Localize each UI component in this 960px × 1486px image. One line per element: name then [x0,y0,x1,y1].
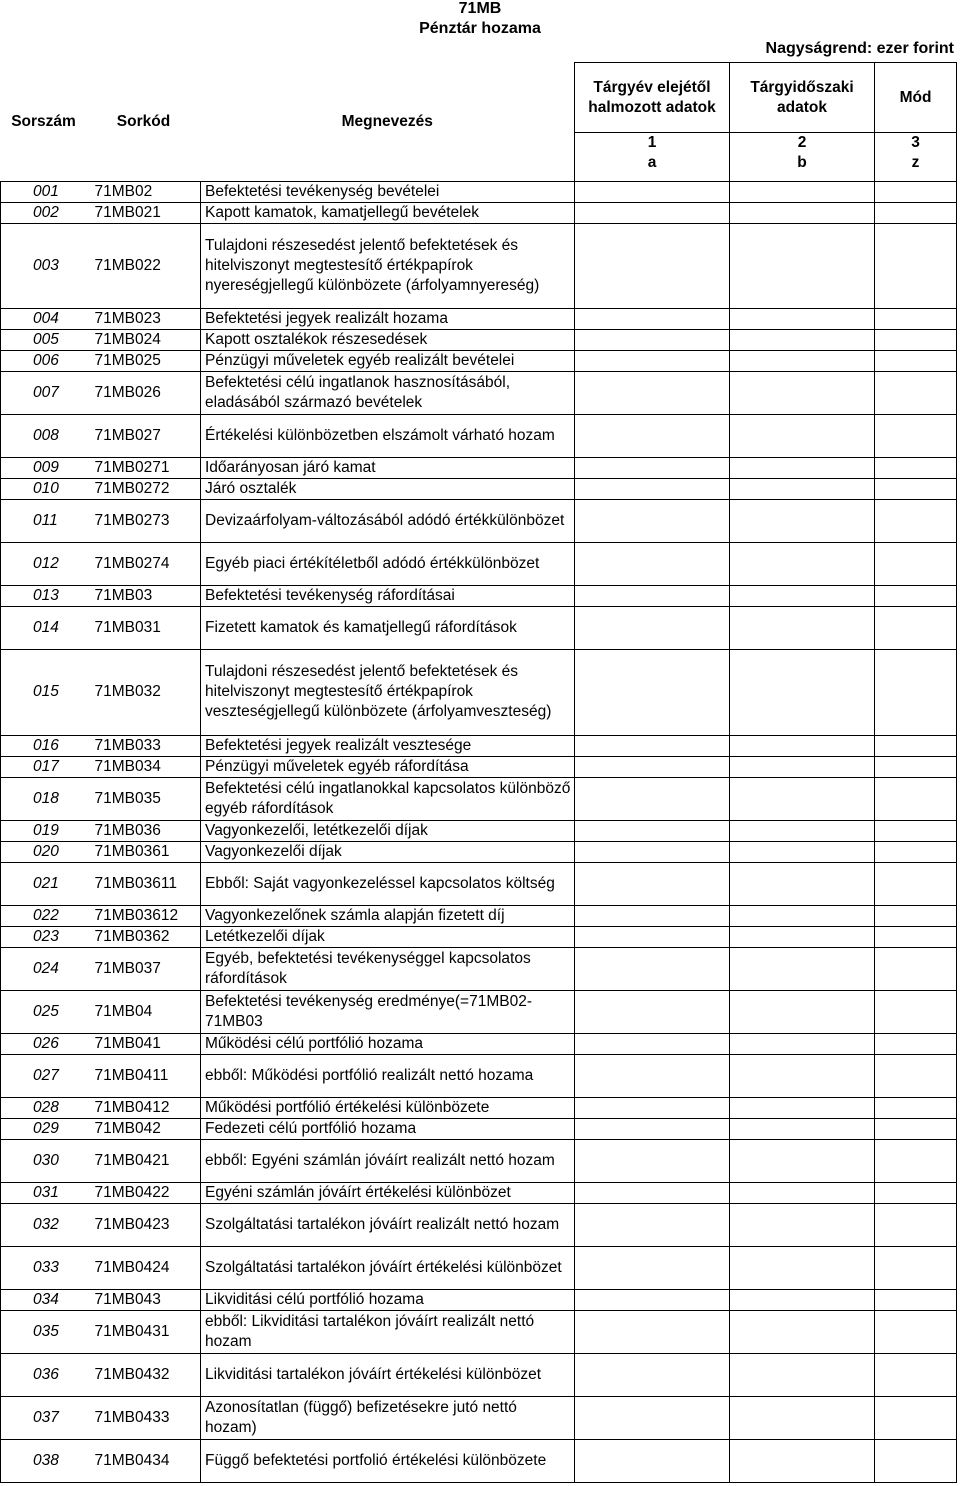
row-number: 007 [1,371,87,414]
period-value-cell[interactable] [730,1203,875,1246]
cumulative-value-cell[interactable] [575,1353,730,1396]
period-value-cell[interactable] [730,1353,875,1396]
row-code: 71MB0434 [87,1439,201,1482]
table-row [1,841,957,862]
table-row [1,1246,957,1289]
row-name: Függő befektetési portfolió értékelési különbözete [201,1439,575,1482]
cumulative-value-cell[interactable] [575,990,730,1033]
row-number: 023 [1,926,87,947]
period-value-cell[interactable] [730,606,875,649]
mode-cell[interactable] [875,1118,957,1139]
mode-cell[interactable] [875,1246,957,1289]
col-number-2: 2 [730,133,875,154]
period-value-cell[interactable] [730,990,875,1033]
row-code: 71MB0362 [87,926,201,947]
table-row [1,905,957,926]
row-code: 71MB0424 [87,1246,201,1289]
period-value-cell[interactable] [730,820,875,841]
table-row [1,1396,957,1439]
cumulative-value-cell[interactable] [575,223,730,308]
period-value-cell[interactable] [730,350,875,371]
row-code: 71MB027 [87,414,201,457]
cumulative-value-cell[interactable] [575,777,730,820]
mode-cell[interactable] [875,606,957,649]
table-row [1,1203,957,1246]
period-value-cell[interactable] [730,499,875,542]
row-number: 028 [1,1097,87,1118]
row-code: 71MB041 [87,1033,201,1054]
cumulative-value-cell[interactable] [575,862,730,905]
mode-cell[interactable] [875,1396,957,1439]
cumulative-value-cell[interactable] [575,202,730,223]
col-header-no: Sorszám [11,112,76,130]
col-header-mode: Mód [875,63,957,133]
cumulative-value-cell[interactable] [575,1396,730,1439]
row-number: 032 [1,1203,87,1246]
table-row [1,1439,957,1482]
table-row [1,478,957,499]
cumulative-value-cell[interactable] [575,308,730,329]
row-number: 038 [1,1439,87,1482]
table-row [1,223,957,308]
cumulative-value-cell[interactable] [575,181,730,202]
cumulative-value-cell[interactable] [575,926,730,947]
table-row [1,181,957,202]
cumulative-value-cell[interactable] [575,371,730,414]
row-name: Befektetési célú ingatlanok hasznosításából, eladásából származó bevételek [201,371,575,414]
row-number: 005 [1,329,87,350]
table-row [1,350,957,371]
row-code: 71MB021 [87,202,201,223]
table-row [1,585,957,606]
mode-cell[interactable] [875,1289,957,1310]
col-letter-b: b [730,153,875,181]
table-row [1,1097,957,1118]
row-name: ebből: Működési portfólió realizált nettó hozama [201,1054,575,1097]
row-number: 035 [1,1310,87,1353]
cumulative-value-cell[interactable] [575,1139,730,1182]
mode-cell[interactable] [875,350,957,371]
row-name: Időarányosan járó kamat [201,457,575,478]
table-row [1,990,957,1033]
mode-cell[interactable] [875,308,957,329]
row-name: Egyéni számlán jóváírt értékelési különbözet [201,1182,575,1203]
row-name: Tulajdoni részesedést jelentő befektetések és hitelviszonyt megtestesítő értékpapírok veszteségjellegű különbözete (árfolyamveszteség) [201,649,575,735]
row-code: 71MB026 [87,371,201,414]
row-name: Befektetési jegyek realizált hozama [201,308,575,329]
row-code: 71MB0422 [87,1182,201,1203]
mode-cell[interactable] [875,181,957,202]
row-number: 001 [1,181,87,202]
table-row [1,542,957,585]
period-value-cell[interactable] [730,1097,875,1118]
cumulative-value-cell[interactable] [575,478,730,499]
cumulative-value-cell[interactable] [575,649,730,735]
row-name: Kapott kamatok, kamatjellegű bevételek [201,202,575,223]
row-name: Likviditási célú portfólió hozama [201,1289,575,1310]
row-number: 009 [1,457,87,478]
mode-cell[interactable] [875,1203,957,1246]
mode-cell[interactable] [875,1054,957,1097]
row-code: 71MB023 [87,308,201,329]
period-value-cell[interactable] [730,414,875,457]
row-code: 71MB0423 [87,1203,201,1246]
table-row [1,947,957,990]
row-code: 71MB025 [87,350,201,371]
row-name: Befektetési célú ingatlanokkal kapcsolatos különböző egyéb ráfordítások [201,777,575,820]
unit-note: Nagyságrend: ezer forint [765,40,954,57]
period-value-cell[interactable] [730,1182,875,1203]
row-code: 71MB0431 [87,1310,201,1353]
row-name: Vagyonkezelőnek számla alapján fizetett díj [201,905,575,926]
row-name: Befektetési tevékenység bevételei [201,181,575,202]
table-row [1,1033,957,1054]
mode-cell[interactable] [875,414,957,457]
mode-cell[interactable] [875,499,957,542]
row-code: 71MB0274 [87,542,201,585]
table-row [1,735,957,756]
row-code: 71MB0361 [87,841,201,862]
row-code: 71MB0411 [87,1054,201,1097]
cumulative-value-cell[interactable] [575,329,730,350]
period-value-cell[interactable] [730,1310,875,1353]
row-name: Befektetési tevékenység ráfordításai [201,585,575,606]
table-row [1,756,957,777]
row-name: Fedezeti célú portfólió hozama [201,1118,575,1139]
period-value-cell[interactable] [730,841,875,862]
row-number: 029 [1,1118,87,1139]
row-number: 030 [1,1139,87,1182]
table-row [1,1353,957,1396]
row-number: 034 [1,1289,87,1310]
mode-cell[interactable] [875,202,957,223]
row-code: 71MB033 [87,735,201,756]
cumulative-value-cell[interactable] [575,1289,730,1310]
col-number-3: 3 [875,133,957,154]
report-title: Pénztár hozama [419,20,541,37]
row-number: 020 [1,841,87,862]
table-row [1,1054,957,1097]
row-code: 71MB031 [87,606,201,649]
table-row [1,308,957,329]
row-code: 71MB03 [87,585,201,606]
row-code: 71MB032 [87,649,201,735]
table-row [1,1118,957,1139]
cumulative-value-cell[interactable] [575,1203,730,1246]
table-row [1,862,957,905]
row-name: Befektetési tevékenység eredménye(=71MB02-71MB03 [201,990,575,1033]
cumulative-value-cell[interactable] [575,947,730,990]
mode-cell[interactable] [875,820,957,841]
mode-cell[interactable] [875,862,957,905]
row-name: Likviditási tartalékon jóváírt értékelési különbözet [201,1353,575,1396]
cumulative-value-cell[interactable] [575,350,730,371]
cumulative-value-cell[interactable] [575,756,730,777]
row-name: Tulajdoni részesedést jelentő befektetések és hitelviszonyt megtestesítő értékpapírok nyereségjellegű különbözete (árfolyamnyereség) [201,223,575,308]
row-number: 014 [1,606,87,649]
row-number: 025 [1,990,87,1033]
row-code: 71MB042 [87,1118,201,1139]
table-row [1,457,957,478]
row-name: Befektetési jegyek realizált vesztesége [201,735,575,756]
row-name: ebből: Likviditási tartalékon jóváírt realizált nettó hozam [201,1310,575,1353]
row-number: 006 [1,350,87,371]
table-row [1,202,957,223]
period-value-cell[interactable] [730,585,875,606]
cumulative-value-cell[interactable] [575,1439,730,1482]
row-number: 010 [1,478,87,499]
row-number: 037 [1,1396,87,1439]
table-row [1,329,957,350]
row-name: Egyéb, befektetési tevékenységgel kapcsolatos ráfordítások [201,947,575,990]
row-number: 017 [1,756,87,777]
row-code: 71MB036 [87,820,201,841]
row-number: 003 [1,223,87,308]
row-number: 036 [1,1353,87,1396]
col-header-period: Tárgyidőszaki adatok [730,63,875,133]
cumulative-value-cell[interactable] [575,1182,730,1203]
period-value-cell[interactable] [730,457,875,478]
period-value-cell[interactable] [730,1439,875,1482]
row-name: Értékelési különbözetben elszámolt várható hozam [201,414,575,457]
mode-cell[interactable] [875,223,957,308]
row-code: 71MB03612 [87,905,201,926]
period-value-cell[interactable] [730,1246,875,1289]
mode-cell[interactable] [875,777,957,820]
mode-cell[interactable] [875,649,957,735]
report-table [0,62,957,1483]
mode-cell[interactable] [875,1439,957,1482]
period-value-cell[interactable] [730,1139,875,1182]
table-row [1,777,957,820]
mode-cell[interactable] [875,457,957,478]
cumulative-value-cell[interactable] [575,820,730,841]
row-number: 033 [1,1246,87,1289]
period-value-cell[interactable] [730,202,875,223]
row-code: 71MB02 [87,181,201,202]
period-value-cell[interactable] [730,756,875,777]
table-row [1,820,957,841]
row-code: 71MB034 [87,756,201,777]
row-name: ebből: Egyéni számlán jóváírt realizált nettó hozam [201,1139,575,1182]
mode-cell[interactable] [875,585,957,606]
period-value-cell[interactable] [730,777,875,820]
row-code: 71MB04 [87,990,201,1033]
row-code: 71MB0432 [87,1353,201,1396]
period-value-cell[interactable] [730,308,875,329]
row-number: 011 [1,499,87,542]
row-name: Vagyonkezelői díjak [201,841,575,862]
row-name: Letétkezelői díjak [201,926,575,947]
table-row [1,606,957,649]
mode-cell[interactable] [875,542,957,585]
mode-cell[interactable] [875,478,957,499]
cumulative-value-cell[interactable] [575,414,730,457]
mode-cell[interactable] [875,1353,957,1396]
col-header-name: Megnevezés [341,112,433,130]
mode-cell[interactable] [875,1097,957,1118]
period-value-cell[interactable] [730,1033,875,1054]
cumulative-value-cell[interactable] [575,457,730,478]
row-code: 71MB0272 [87,478,201,499]
period-value-cell[interactable] [730,905,875,926]
table-row [1,414,957,457]
col-header-cumulative: Tárgyév elejétől halmozott adatok [575,63,730,133]
row-number: 002 [1,202,87,223]
row-number: 021 [1,862,87,905]
cumulative-value-cell[interactable] [575,585,730,606]
period-value-cell[interactable] [730,926,875,947]
period-value-cell[interactable] [730,371,875,414]
row-code: 71MB0271 [87,457,201,478]
row-number: 012 [1,542,87,585]
table-row [1,371,957,414]
mode-cell[interactable] [875,841,957,862]
period-value-cell[interactable] [730,947,875,990]
cumulative-value-cell[interactable] [575,905,730,926]
row-number: 027 [1,1054,87,1097]
table-row [1,1182,957,1203]
row-name: Pénzügyi műveletek egyéb realizált bevételei [201,350,575,371]
mode-cell[interactable] [875,329,957,350]
mode-cell[interactable] [875,1139,957,1182]
table-row [1,499,957,542]
table-row [1,649,957,735]
period-value-cell[interactable] [730,649,875,735]
mode-cell[interactable] [875,756,957,777]
mode-cell[interactable] [875,990,957,1033]
row-name: Járó osztalék [201,478,575,499]
period-value-cell[interactable] [730,862,875,905]
cumulative-value-cell[interactable] [575,1118,730,1139]
row-number: 008 [1,414,87,457]
row-number: 018 [1,777,87,820]
period-value-cell[interactable] [730,181,875,202]
row-number: 013 [1,585,87,606]
table-row [1,1289,957,1310]
row-code: 71MB037 [87,947,201,990]
row-number: 015 [1,649,87,735]
row-code: 71MB022 [87,223,201,308]
row-code: 71MB03611 [87,862,201,905]
period-value-cell[interactable] [730,1289,875,1310]
row-code: 71MB0421 [87,1139,201,1182]
period-value-cell[interactable] [730,542,875,585]
row-code: 71MB043 [87,1289,201,1310]
col-letter-a: a [575,153,730,181]
mode-cell[interactable] [875,735,957,756]
table-row [1,926,957,947]
row-name: Működési célú portfólió hozama [201,1033,575,1054]
row-name: Ebből: Saját vagyonkezeléssel kapcsolatos költség [201,862,575,905]
row-code: 71MB035 [87,777,201,820]
row-number: 019 [1,820,87,841]
row-name: Fizetett kamatok és kamatjellegű ráfordítások [201,606,575,649]
row-name: Vagyonkezelői, letétkezelői díjak [201,820,575,841]
cumulative-value-cell[interactable] [575,1246,730,1289]
cumulative-value-cell[interactable] [575,1054,730,1097]
cumulative-value-cell[interactable] [575,1310,730,1353]
mode-cell[interactable] [875,371,957,414]
cumulative-value-cell[interactable] [575,1097,730,1118]
row-code: 71MB0412 [87,1097,201,1118]
col-header-code: Sorkód [116,112,171,130]
period-value-cell[interactable] [730,735,875,756]
cumulative-value-cell[interactable] [575,499,730,542]
cumulative-value-cell[interactable] [575,542,730,585]
mode-cell[interactable] [875,1310,957,1353]
row-name: Szolgáltatási tartalékon jóváírt realizált nettó hozam [201,1203,575,1246]
cumulative-value-cell[interactable] [575,606,730,649]
cumulative-value-cell[interactable] [575,841,730,862]
period-value-cell[interactable] [730,329,875,350]
period-value-cell[interactable] [730,1118,875,1139]
row-code: 71MB024 [87,329,201,350]
col-number-1: 1 [575,133,730,154]
row-number: 022 [1,905,87,926]
period-value-cell[interactable] [730,478,875,499]
period-value-cell[interactable] [730,223,875,308]
col-letter-z: z [875,153,957,181]
row-name: Devizaárfolyam-változásából adódó értékkülönbözet [201,499,575,542]
row-name: Kapott osztalékok részesedések [201,329,575,350]
mode-cell[interactable] [875,1033,957,1054]
row-number: 004 [1,308,87,329]
row-name: Azonosítatlan (függő) befizetésekre jutó nettó hozam) [201,1396,575,1439]
period-value-cell[interactable] [730,1396,875,1439]
row-name: Egyéb piaci értékítéletből adódó értékkülönbözet [201,542,575,585]
row-number: 016 [1,735,87,756]
mode-cell[interactable] [875,1182,957,1203]
row-number: 031 [1,1182,87,1203]
row-code: 71MB0273 [87,499,201,542]
mode-cell[interactable] [875,926,957,947]
row-code: 71MB0433 [87,1396,201,1439]
table-row [1,1139,957,1182]
table-row [1,1310,957,1353]
row-name: Szolgáltatási tartalékon jóváírt értékelési különbözet [201,1246,575,1289]
period-value-cell[interactable] [730,1054,875,1097]
report-code: 71MB [458,0,502,17]
row-name: Működési portfólió értékelési különbözete [201,1097,575,1118]
mode-cell[interactable] [875,947,957,990]
cumulative-value-cell[interactable] [575,1033,730,1054]
row-number: 026 [1,1033,87,1054]
row-name: Pénzügyi műveletek egyéb ráfordítása [201,756,575,777]
cumulative-value-cell[interactable] [575,735,730,756]
row-number: 024 [1,947,87,990]
mode-cell[interactable] [875,905,957,926]
